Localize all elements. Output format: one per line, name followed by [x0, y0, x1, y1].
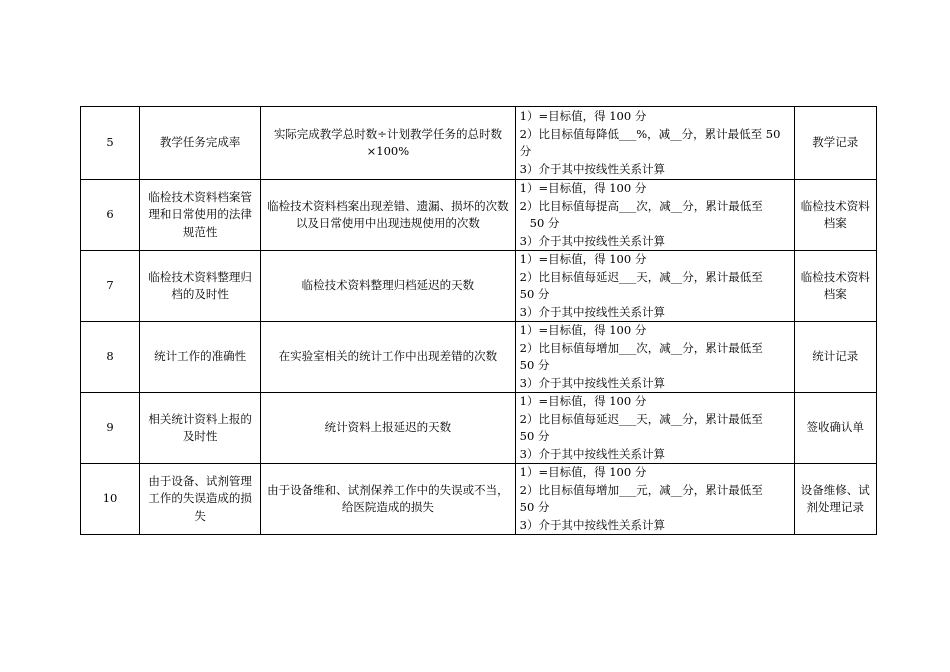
scoring-rule-line: 2）比目标值每提高___次，减__分，累计最低至: [519, 198, 763, 213]
scoring-rule-line: 3）介于其中按线性关系计算: [519, 446, 665, 461]
scoring-rule: [515, 322, 794, 393]
scoring-rule: [515, 107, 794, 180]
kpi-table: [80, 106, 877, 535]
row-number: 9: [81, 393, 140, 464]
scoring-rule-line: 2）比目标值每增加___元，减__分，累计最低至: [519, 482, 763, 497]
scoring-rule-line: 50 分: [519, 287, 550, 301]
scoring-rule-line: 50 分: [519, 429, 550, 443]
scoring-rule-line: 50 分: [529, 216, 560, 230]
row-number: 5: [81, 107, 140, 180]
table-row: [81, 464, 877, 535]
scoring-rule-line: 1）=目标值，得 100 分: [519, 181, 647, 195]
calculation-formula: 在实验室相关的统计工作中出现差错的次数: [261, 322, 515, 393]
scoring-rule-line: 2）比目标值每延迟___天，减__分，累计最低至: [519, 269, 763, 284]
indicator-name: 相关统计资料上报的及时性: [140, 393, 261, 464]
scoring-rule-line: 50 分: [519, 358, 550, 372]
row-number: 7: [81, 251, 140, 322]
scoring-rule-line: 2）比目标值每增加___次，减__分，累计最低至: [519, 340, 763, 355]
indicator-name: 由于设备、试剂管理工作的失误造成的损失: [140, 464, 261, 535]
scoring-rule: [515, 393, 794, 464]
data-source: 签收确认单: [794, 393, 876, 464]
table-row: [81, 251, 877, 322]
data-source: 临检技术资料档案: [794, 251, 876, 322]
scoring-rule-line: 1）=目标值，得 100 分: [519, 109, 647, 123]
scoring-rule-line: 1）=目标值，得 100 分: [519, 323, 647, 337]
kpi-table-body: [81, 107, 877, 535]
row-number: 6: [81, 180, 140, 251]
scoring-rule: [515, 464, 794, 535]
calculation-formula: 由于设备维和、试剂保养工作中的失误或不当，给医院造成的损失: [261, 464, 515, 535]
scoring-rule-line: 1）=目标值，得 100 分: [519, 394, 647, 408]
data-source: 临检技术资料档案: [794, 180, 876, 251]
indicator-name: 教学任务完成率: [140, 107, 261, 180]
table-row: [81, 180, 877, 251]
indicator-name: 统计工作的准确性: [140, 322, 261, 393]
calculation-formula: 统计资料上报延迟的天数: [261, 393, 515, 464]
scoring-rule-line: 1）=目标值，得 100 分: [519, 465, 647, 479]
scoring-rule-line: 3）介于其中按线性关系计算: [519, 161, 665, 176]
table-row: [81, 107, 877, 180]
indicator-name: 临检技术资料整理归档的及时性: [140, 251, 261, 322]
scoring-rule-line: 3）介于其中按线性关系计算: [519, 233, 665, 248]
calculation-formula: 临检技术资料整理归档延迟的天数: [261, 251, 515, 322]
table-row: [81, 322, 877, 393]
scoring-rule-line: 1）=目标值，得 100 分: [519, 252, 647, 266]
scoring-rule: [515, 180, 794, 251]
scoring-rule-line: 2）比目标值每降低___%，减__分，累计最低至 50: [519, 126, 781, 141]
scoring-rule-line: 50 分: [519, 500, 550, 514]
scoring-rule-line: 3）介于其中按线性关系计算: [519, 375, 665, 390]
row-number: 10: [81, 464, 140, 535]
table-row: [81, 393, 877, 464]
scoring-rule-line: 3）介于其中按线性关系计算: [519, 304, 665, 319]
calculation-formula: 实际完成教学总时数÷计划教学任务的总时数×100%: [261, 107, 515, 180]
calculation-formula: 临检技术资料档案出现差错、遗漏、损坏的次数以及日常使用中出现违规使用的次数: [261, 180, 515, 251]
row-number: 8: [81, 322, 140, 393]
data-source: 统计记录: [794, 322, 876, 393]
scoring-rule: [515, 251, 794, 322]
data-source: 教学记录: [794, 107, 876, 180]
scoring-rule-line: 2）比目标值每延迟___天，减__分，累计最低至: [519, 411, 763, 426]
scoring-rule-line: 分: [519, 144, 532, 158]
data-source: 设备维修、试剂处理记录: [794, 464, 876, 535]
indicator-name: 临检技术资料档案管理和日常使用的法律规范性: [140, 180, 261, 251]
scoring-rule-line: 3）介于其中按线性关系计算: [519, 517, 665, 532]
